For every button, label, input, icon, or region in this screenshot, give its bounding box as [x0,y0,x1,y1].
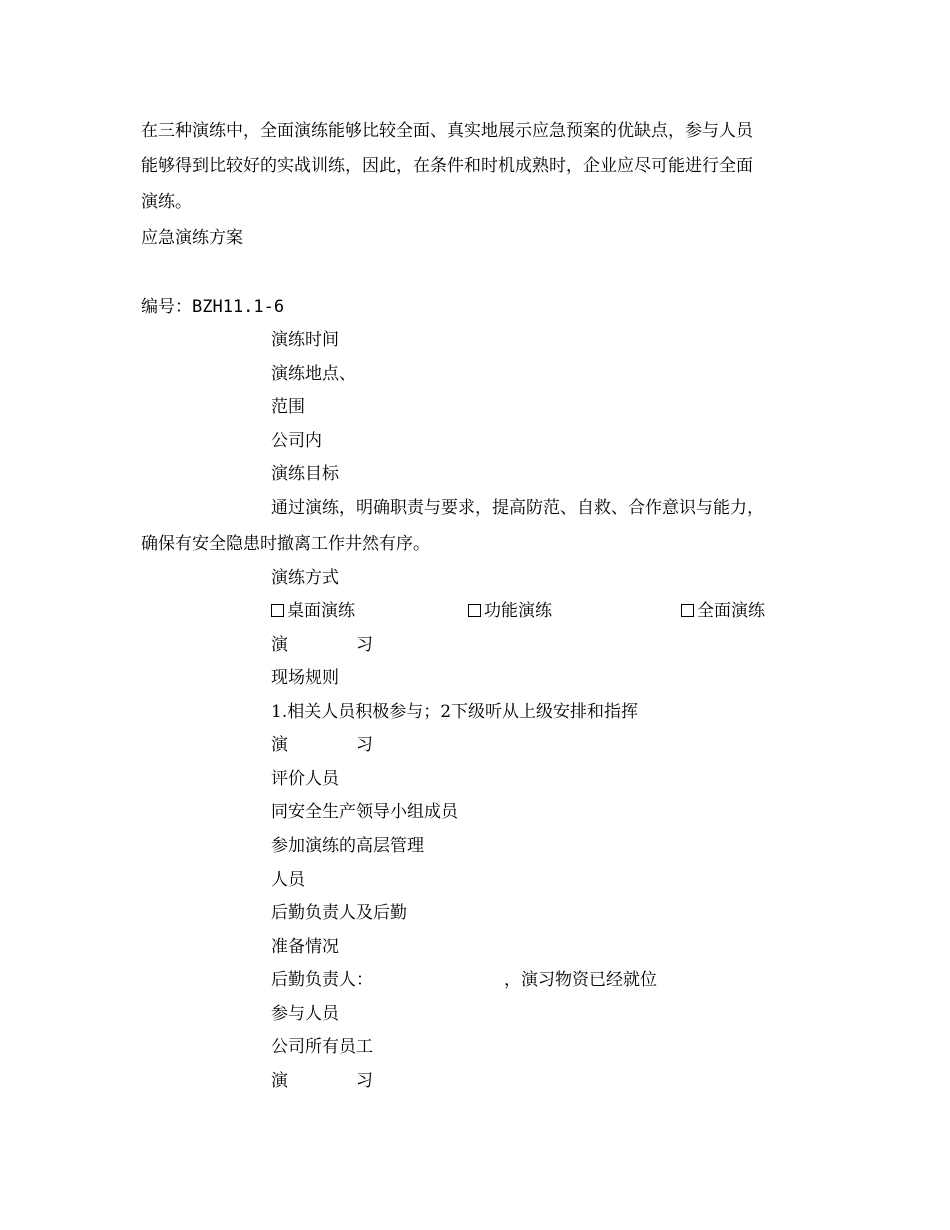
field-mode: 演练方式 [271,568,339,588]
exercise-label-3 [271,1070,373,1092]
checkbox-icon[interactable] [271,604,284,617]
mode-option-full[interactable] [681,600,765,622]
checkbox-icon[interactable] [468,604,481,617]
mode-option-functional[interactable] [468,600,552,622]
intro-line-3: 演练。 [141,192,192,212]
mode-option-label: 功能演练 [484,601,552,621]
exercise-label-2 [271,734,373,756]
field-rules-text: 1.相关人员积极参与；2下级听从上级安排和指挥 [271,702,639,722]
exercise-char-xi: 习 [356,1071,373,1091]
field-participants-text: 公司所有员工 [271,1037,373,1057]
field-logistics-2: 准备情况 [271,937,339,957]
field-goal-text-1: 通过演练，明确职责与要求，提高防范、自救、合作意识与能力， [271,498,764,518]
intro-line-2: 能够得到比较好的实战训练，因此，在条件和时机成熟时，企业应尽可能进行全面 [141,156,753,176]
intro-line-1: 在三种演练中，全面演练能够比较全面、真实地展示应急预案的优缺点，参与人员 [141,121,753,141]
field-time: 演练时间 [271,330,339,350]
field-scope: 范围 [271,397,305,417]
code-label: 编号： [141,297,192,317]
field-place: 演练地点、 [271,364,356,384]
mode-option-label: 桌面演练 [287,601,355,621]
document-title: 应急演练方案 [141,228,243,248]
exercise-char-yan: 演 [271,735,288,755]
field-evaluator-text: 同安全生产领导小组成员 [271,802,458,822]
exercise-label-1 [271,634,373,656]
exercise-char-xi: 习 [356,735,373,755]
code-value: BZH11.1-6 [192,297,285,317]
exercise-char-yan: 演 [271,635,288,655]
code-line [141,296,284,318]
checkbox-icon[interactable] [681,604,694,617]
field-participants: 参与人员 [271,1004,339,1024]
exercise-char-yan: 演 [271,1071,288,1091]
mode-option-label: 全面演练 [697,601,765,621]
logistics-label: 后勤负责人： [271,970,373,990]
field-goal-text-2: 确保有安全隐患时撤离工作井然有序。 [141,534,430,554]
field-mgmt-1: 参加演练的高层管理 [271,836,424,856]
field-rules: 现场规则 [271,668,339,688]
field-logistics-1: 后勤负责人及后勤 [271,903,407,923]
field-mgmt-2: 人员 [271,870,305,890]
field-evaluator: 评价人员 [271,769,339,789]
field-scope-value: 公司内 [271,431,322,451]
field-goal: 演练目标 [271,464,339,484]
logistics-status: ，演习物资已经就位 [504,970,657,990]
exercise-char-xi: 习 [356,635,373,655]
mode-option-desktop[interactable] [271,600,355,622]
